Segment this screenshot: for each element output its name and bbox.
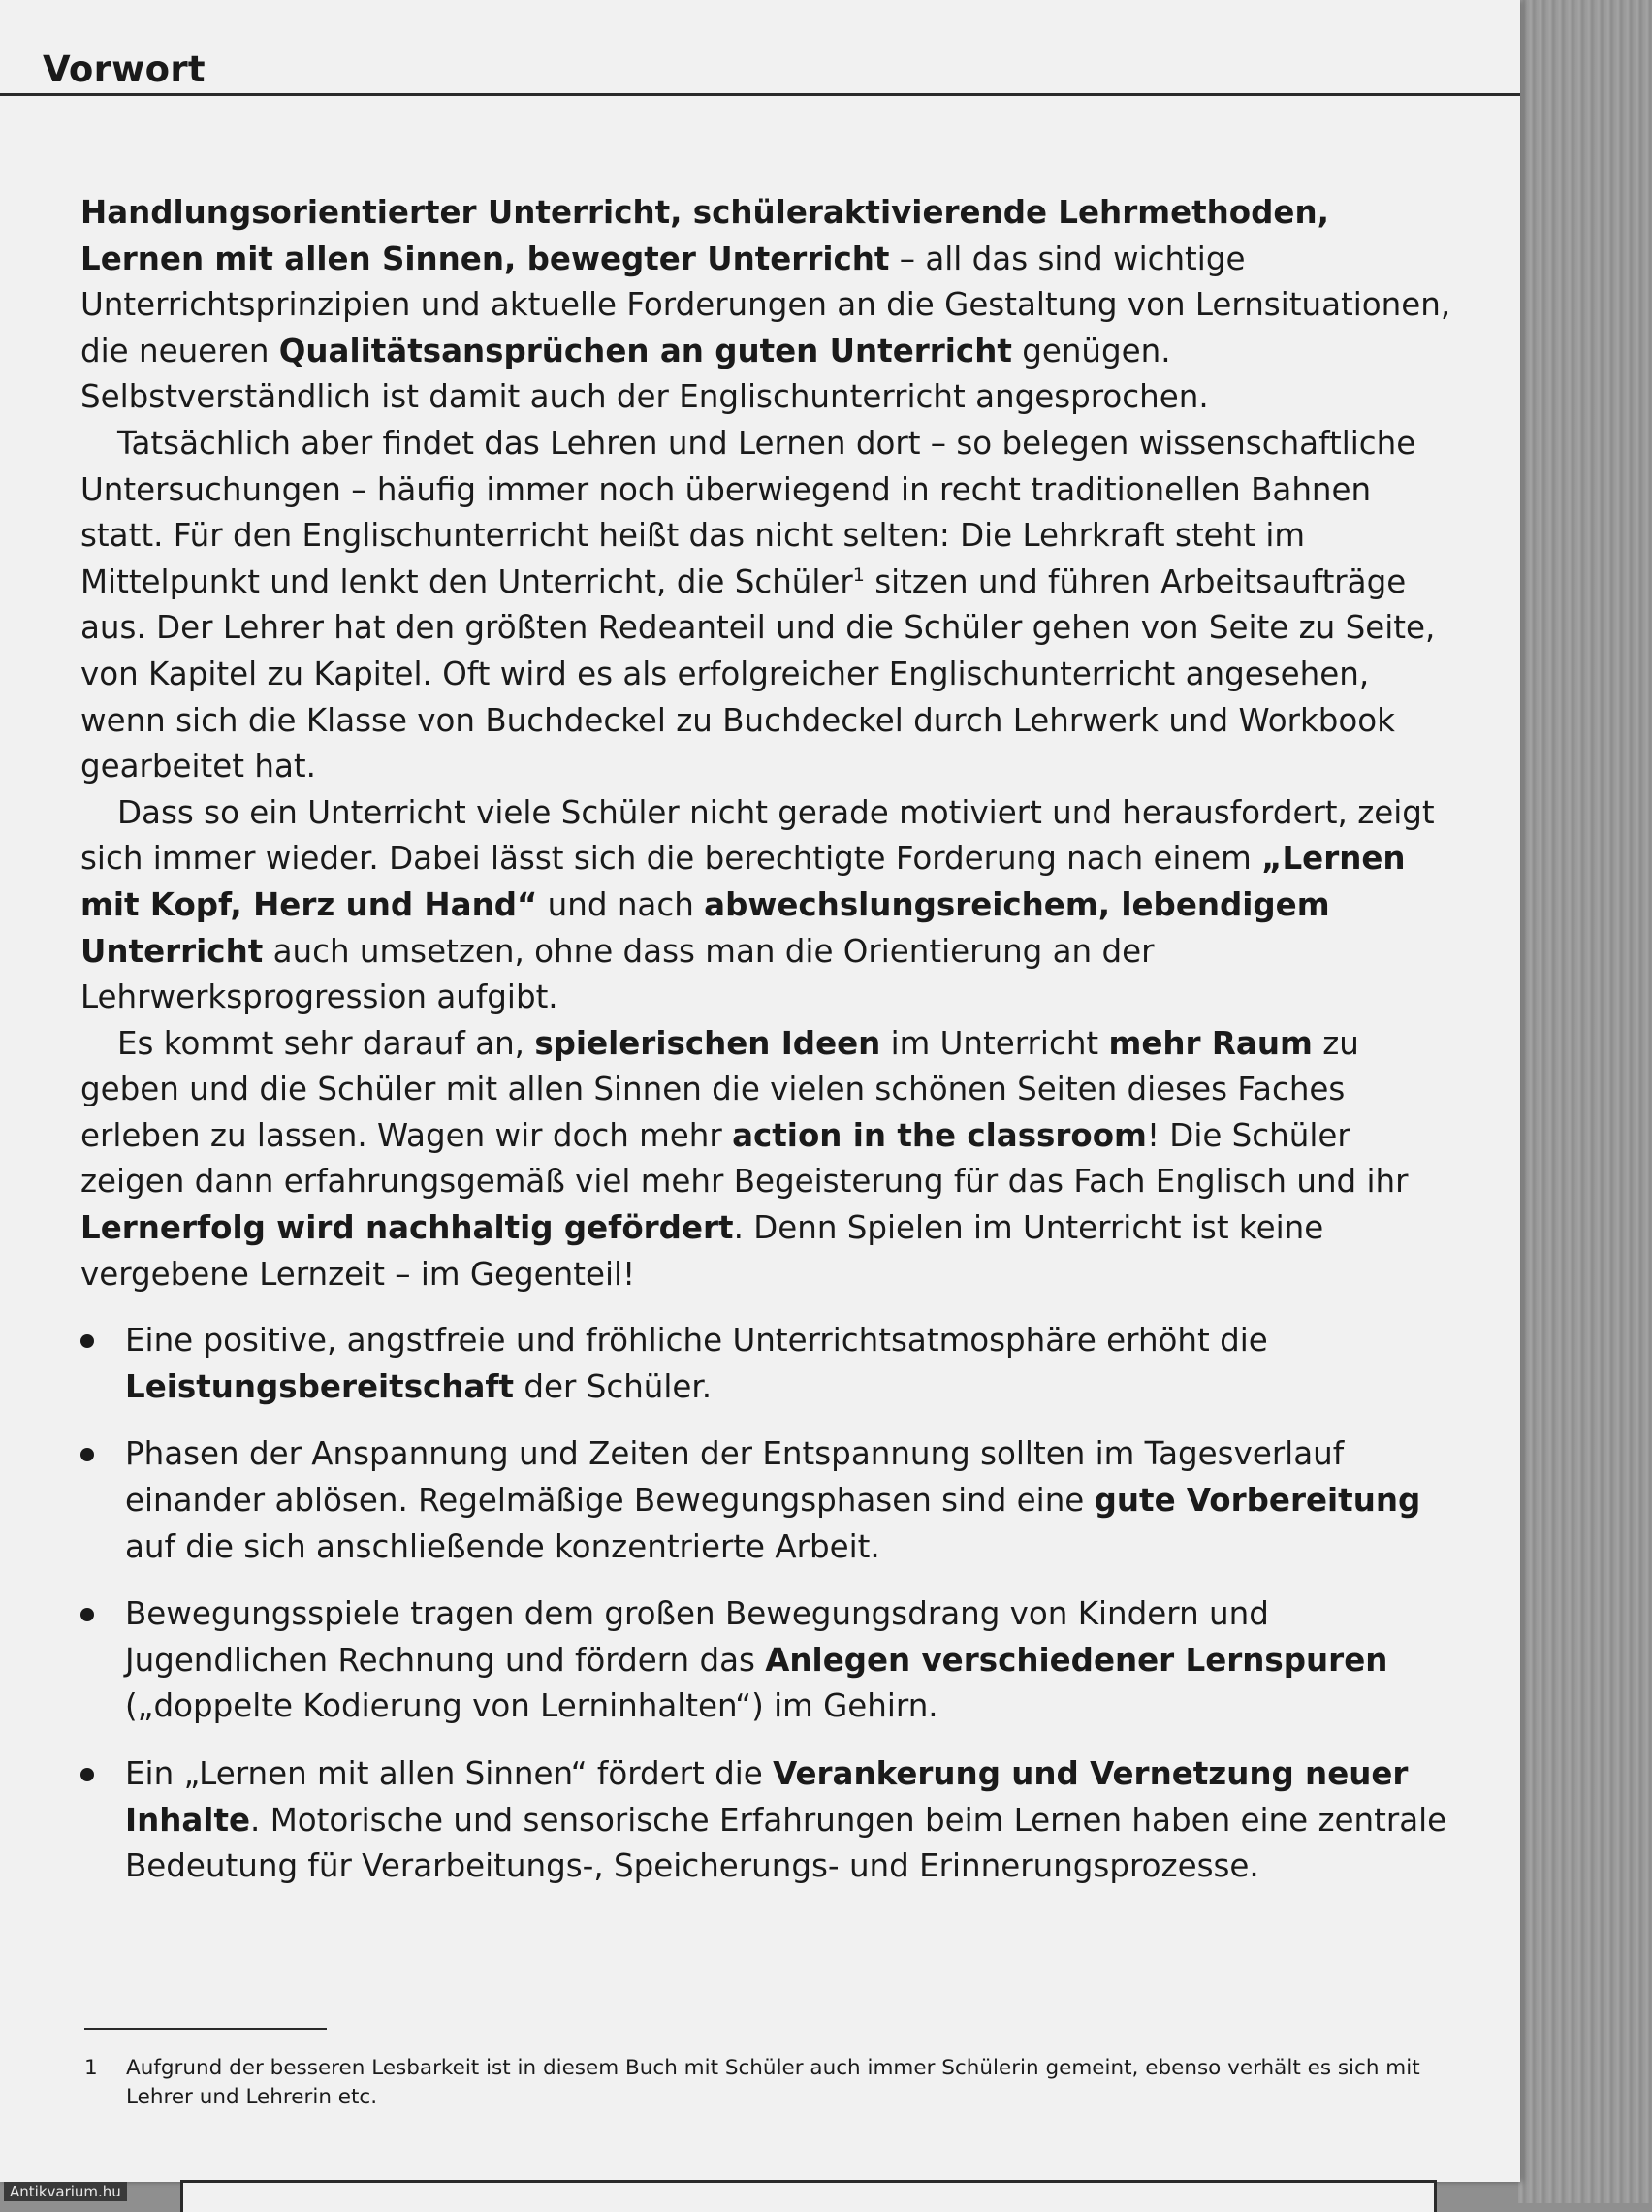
header-rule [0,93,1520,96]
footnote-ref: 1 [852,563,865,586]
bullet-item [80,1591,1455,1730]
bullet-dot-icon [80,1768,94,1781]
text-run: der Schüler. [514,1367,713,1405]
emphasis: action in the classroom [732,1116,1147,1154]
emphasis: „Lernen mit Kopf, Herz und Hand“ [80,840,1406,923]
footnote [84,2054,1442,2112]
bullet-dot-icon [80,1608,94,1621]
body-text [80,190,1455,1890]
bullet-item [80,1318,1455,1410]
bullet-item [80,1751,1455,1890]
text-run: Dass so ein Unterricht viele Schüler nicht gerade motiviert und herausfordert, zeigt sich immer wieder. Dabei lässt sich die berechtigte Forderung nach einem [80,793,1435,878]
text-run: im Unterricht [880,1024,1109,1062]
bullet-item [80,1431,1455,1570]
text-run: zu geben und die Schüler mit allen Sinnen die vielen schönen Seiten dieses Faches erleben zu lassen. Wagen wir doch mehr [80,1024,1359,1154]
footnote-text: Aufgrund der besseren Lesbarkeit ist in diesem Buch mit Schüler auch immer Schülerin gemeint, ebenso verhält es sich mit Lehrer und Lehrerin etc. [126,2056,1420,2109]
text-run: („doppelte Kodierung von Lerninhalten“) im Gehirn. [125,1687,938,1725]
emphasis: Leistungsbereitschaft [125,1367,515,1405]
text-run: sitzen und führen Arbeitsaufträge aus. Der Lehrer hat den größten Redeanteil und die Schüler gehen von Seite zu Seite, von Kapitel zu Kapitel. Oft wird es als erfolgreicher Englischunterricht angesehen, wenn sich die Klasse von Buchdeckel zu Buchdeckel durch Lehrwerk und Workbook gearbeitet hat. [80,562,1436,785]
emphasis: abwechslungsreichem, lebendigem Unterricht [80,885,1330,970]
background-binding [1518,0,1652,2203]
text-run: ! Die Schüler zeigen dann erfahrungsgemäß viel mehr Begeisterung für das Fach Englisch und ihr [80,1116,1409,1201]
emphasis: Anlegen verschiedener Lernspuren [765,1641,1388,1679]
text-run: auch umsetzen, ohne dass man die Orientierung an der Lehrwerksprogression aufgibt. [80,932,1155,1016]
emphasis: gute Vorbereitung [1094,1482,1421,1520]
text-run: – all das sind wichtige Unterrichtsprinzipien und aktuelle Forderungen an die Gestaltung von Lernsituationen, die neueren [80,240,1451,369]
footnote-number: 1 [84,2056,98,2080]
text-run: Phasen der Anspannung und Zeiten der Entspannung sollten im Tagesverlauf einander ablösen. Regelmäßige Bewegungsphasen sind eine [125,1435,1345,1520]
footnote-rule [84,2028,327,2030]
section-title: Vorwort [43,48,206,90]
text-run: auf die sich anschließende konzentrierte Arbeit. [125,1527,880,1565]
text-run: und nach [537,885,705,923]
text-run: . Motorische und sensorische Erfahrungen beim Lernen haben eine zentrale Bedeutung für Verarbeitungs-, Speicherungs- und Erinnerungsprozesse. [125,1801,1447,1885]
emphasis: Verankerung und Vernetzung neuer Inhalte [125,1755,1409,1839]
emphasis: spielerischen Ideen [534,1024,881,1062]
emphasis: mehr Raum [1108,1024,1313,1062]
text-run: Es kommt sehr darauf an, [117,1024,535,1062]
bullet-dot-icon [80,1334,94,1348]
emphasis: Lernerfolg wird nachhaltig gefördert [80,1209,734,1247]
text-run: Tatsächlich aber findet das Lehren und Lernen dort – so belegen wissenschaftliche Untersuchungen – häufig immer noch überwiegend in recht traditionellen Bahnen statt. Für den Englischunterricht heißt das nicht selten: Die Lehrkraft steht im Mittelpunkt und lenkt den Unterricht, die Schüler [80,424,1416,600]
emphasis: Handlungsorientierter Unterricht, schüleraktivierende Lehrmethoden, Lernen mit allen Sinnen, bewegter Unterricht [80,194,1329,277]
bullet-list [80,1318,1455,1890]
text-run: genügen. Selbstverständlich ist damit auch der Englischunterricht angesprochen. [80,332,1209,416]
text-run: Bewegungsspiele tragen dem großen Bewegungsdrang von Kindern und Jugendlichen Rechnung und fördern das [125,1595,1269,1679]
paragraph [80,790,1455,1021]
paragraph [80,1021,1455,1298]
watermark: Antikvarium.hu [4,2182,127,2201]
text-run: Eine positive, angstfreie und fröhliche Unterrichtsatmosphäre erhöht die [125,1322,1268,1360]
paragraph [80,190,1455,421]
text-run: Ein „Lernen mit allen Sinnen“ fördert die [125,1755,774,1792]
paragraph [80,421,1455,790]
next-page-frame [180,2180,1437,2212]
emphasis: Qualitätsansprüchen an guten Unterricht [278,332,1012,369]
bullet-dot-icon [80,1448,94,1461]
text-run: . Denn Spielen im Unterricht ist keine vergebene Lernzeit – im Gegenteil! [80,1209,1324,1293]
